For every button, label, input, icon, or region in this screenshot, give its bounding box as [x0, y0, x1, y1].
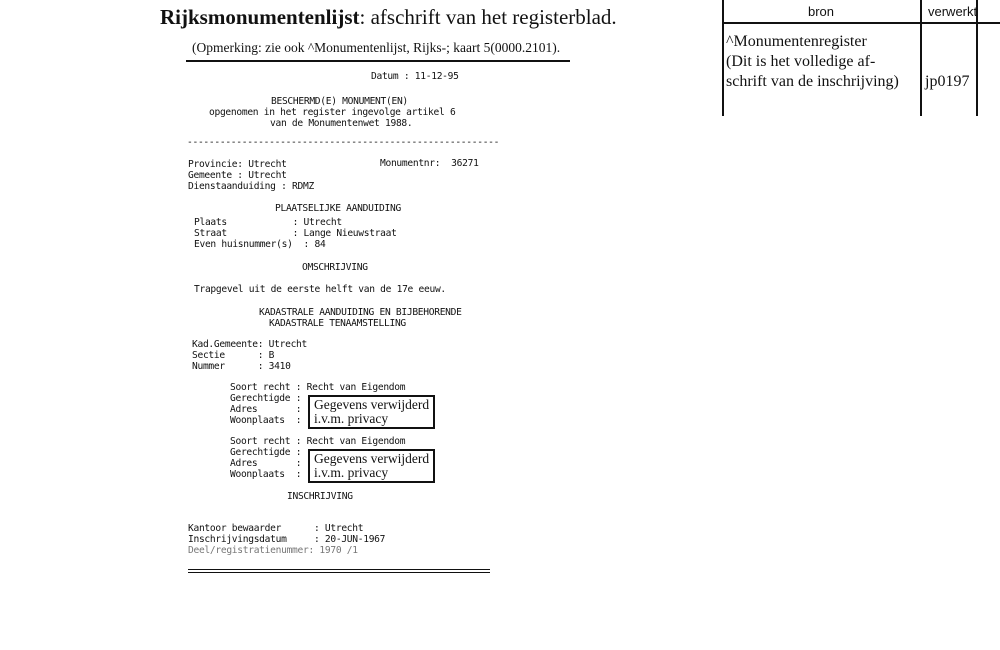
section-heading: KADASTRALE TENAAMSTELLING [269, 318, 406, 329]
datum: Datum : 11-12-95 [371, 71, 459, 82]
plaats-line: Plaats : Utrecht [194, 217, 342, 228]
plaats-line: Even huisnummer(s) : 84 [194, 239, 326, 250]
monumentnr: Monumentnr: 36271 [380, 158, 479, 169]
privacy-text: Gegevens verwijderd [314, 451, 430, 466]
remark: (Opmerking: zie ook ^Monumentenlijst, Rijks-; kaart 5(0000.2101). [192, 40, 561, 55]
recht-line: Woonplaats : [230, 415, 302, 426]
intro-line: opgenomen in het register ingevolge artikel 6 [209, 107, 456, 118]
kad-line: Kad.Gemeente: Utrecht [192, 339, 307, 350]
verwerkt-cell: jp0197 [925, 73, 970, 90]
kad-line: Sectie : B [192, 350, 275, 361]
table-border [722, 22, 1000, 24]
title-rest: : afschrift van het registerblad. [359, 5, 617, 29]
recht-line: Woonplaats : [230, 469, 302, 480]
column-header-verwerkt: verwerkt [928, 4, 978, 19]
section-heading: INSCHRIJVING [287, 491, 353, 502]
recht-line: Gerechtigde : [230, 393, 302, 404]
column-header-bron: bron [808, 4, 835, 19]
recht-line: Soort recht : Recht van Eigendom [230, 382, 406, 393]
omschrijving: Trapgevel uit de eerste helft van de 17e eeuw. [194, 284, 446, 295]
table-border [722, 0, 724, 116]
privacy-box [308, 449, 435, 483]
recht-line: Adres : [230, 404, 302, 415]
bron-cell: schrift van de inschrijving) [726, 73, 899, 90]
inschr-line: Kantoor bewaarder : Utrecht [188, 523, 364, 534]
page-title [160, 5, 617, 30]
privacy-text: i.v.m. privacy [314, 465, 389, 480]
provincie: Provincie: Utrecht [188, 159, 287, 170]
recht-line: Soort recht : Recht van Eigendom [230, 436, 406, 447]
intro-line: van de Monumentenwet 1988. [270, 118, 413, 129]
bron-cell: ^Monumentenregister [726, 33, 867, 50]
privacy-text: i.v.m. privacy [314, 411, 389, 426]
recht-line: Gerechtigde : [230, 447, 302, 458]
dashed-rule: --------------------------------------------------------- [187, 137, 500, 148]
double-rule [188, 569, 490, 570]
privacy-text: Gegevens verwijderd [314, 397, 430, 412]
privacy-box [308, 395, 435, 429]
intro-line: BESCHERMD(E) MONUMENT(EN) [271, 96, 408, 107]
section-heading: KADASTRALE AANDUIDING EN BIJBEHORENDE [259, 307, 462, 318]
section-heading: OMSCHRIJVING [302, 262, 368, 273]
gemeente: Gemeente : Utrecht [188, 170, 287, 181]
table-border [920, 0, 922, 116]
kad-line: Nummer : 3410 [192, 361, 291, 372]
double-rule [188, 572, 490, 573]
divider [186, 60, 570, 62]
recht-line: Adres : [230, 458, 302, 469]
section-heading: PLAATSELIJKE AANDUIDING [275, 203, 401, 214]
plaats-line: Straat : Lange Nieuwstraat [194, 228, 397, 239]
inschr-line: Inschrijvingsdatum : 20-JUN-1967 [188, 534, 386, 545]
bron-cell: (Dit is het volledige af- [726, 53, 876, 70]
inschr-line: Deel/registratienummer: 1970 /1 [188, 545, 358, 556]
dienstaanduiding: Dienstaanduiding : RDMZ [188, 181, 314, 192]
title-bold: Rijksmonumentenlijst [160, 5, 360, 29]
